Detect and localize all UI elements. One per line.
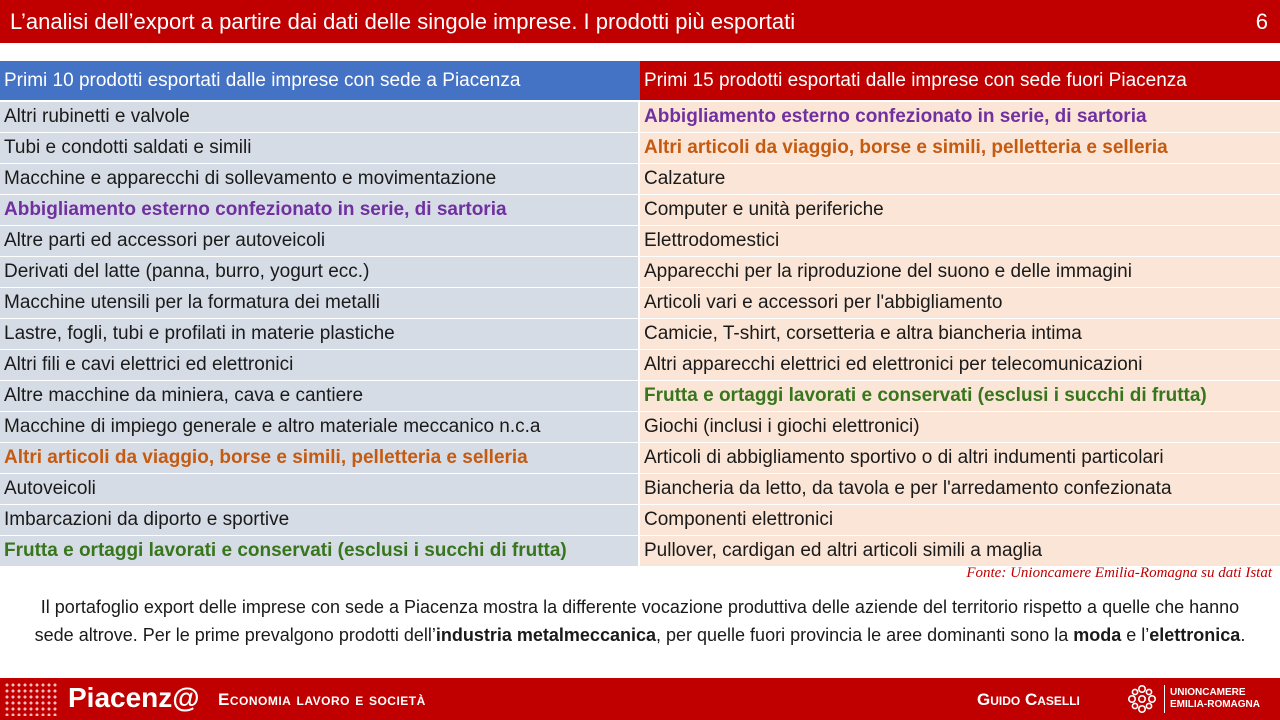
piacenza-row: Altri rubinetti e valvole — [0, 102, 638, 133]
title-bar — [0, 0, 1280, 43]
summary-part2: , per quelle fuori provincia le aree dominanti sono la — [656, 625, 1074, 645]
outside-row: Calzature — [640, 164, 1280, 195]
outside-row: Computer e unità periferiche — [640, 195, 1280, 226]
outside-column-header: Primi 15 prodotti esportati dalle imprese con sede fuori Piacenza — [640, 61, 1280, 100]
dot-pattern-icon — [4, 682, 58, 716]
outside-row: Elettrodomestici — [640, 226, 1280, 257]
summary-part3: e l’ — [1121, 625, 1150, 645]
brand-subtitle: Economia lavoro e società — [218, 690, 426, 709]
piacenza-row: Lastre, fogli, tubi e profilati in materie plastiche — [0, 319, 638, 350]
outside-column — [640, 61, 1280, 569]
source-note: Fonte: Unioncamere Emilia-Romagna su dati Istat — [966, 565, 1272, 581]
piacenza-row: Macchine di impiego generale e altro materiale meccanico n.c.a — [0, 412, 638, 443]
outside-row: Altri articoli da viaggio, borse e simili, pelletteria e selleria — [640, 133, 1280, 164]
summary-bold-moda: moda — [1073, 625, 1122, 645]
logo-line1: UNIONCAMERE — [1170, 687, 1246, 698]
summary-part4: . — [1240, 625, 1246, 645]
piacenza-row: Altre macchine da miniera, cava e cantiere — [0, 381, 638, 412]
outside-row: Componenti elettronici — [640, 505, 1280, 536]
products-table — [0, 61, 1280, 569]
outside-rows — [640, 102, 1280, 567]
summary-bold-elettronica: elettronica — [1149, 625, 1241, 645]
summary-part1: Il portafoglio export delle imprese con sede a Piacenza mostra la differente vocazione produttiva delle aziende del territorio rispetto a quelle che hanno sede altrove. Per le prime prevalgono prodotti dell’ — [34, 597, 1240, 645]
piacenza-column-header: Primi 10 prodotti esportati dalle imprese con sede a Piacenza — [0, 61, 640, 100]
unioncamere-logo-icon — [1126, 683, 1158, 715]
outside-row: Giochi (inclusi i giochi elettronici) — [640, 412, 1280, 443]
outside-row: Pullover, cardigan ed altri articoli simili a maglia — [640, 536, 1280, 567]
piacenza-row: Derivati del latte (panna, burro, yogurt ecc.) — [0, 257, 638, 288]
piacenza-row: Frutta e ortaggi lavorati e conservati (esclusi i succhi di frutta) — [0, 536, 638, 567]
logo-divider — [1164, 685, 1165, 713]
piacenza-column — [0, 61, 640, 569]
brand-logo: Piacenz@ — [68, 682, 200, 713]
unioncamere-logo-text — [1170, 687, 1260, 711]
footer-bar — [0, 678, 1280, 720]
piacenza-row: Altre parti ed accessori per autoveicoli — [0, 226, 638, 257]
piacenza-row: Altri articoli da viaggio, borse e simili, pelletteria e selleria — [0, 443, 638, 474]
piacenza-row: Tubi e condotti saldati e simili — [0, 133, 638, 164]
logo-line2: EMILIA-ROMAGNA — [1170, 699, 1260, 710]
outside-row: Biancheria da letto, da tavola e per l'arredamento confezionata — [640, 474, 1280, 505]
piacenza-row: Macchine e apparecchi di sollevamento e movimentazione — [0, 164, 638, 195]
piacenza-row: Imbarcazioni da diporto e sportive — [0, 505, 638, 536]
outside-row: Articoli di abbigliamento sportivo o di altri indumenti particolari — [640, 443, 1280, 474]
outside-row: Camicie, T-shirt, corsetteria e altra biancheria intima — [640, 319, 1280, 350]
summary-bold-metalmeccanica: industria metalmeccanica — [435, 625, 656, 645]
slide-title: L’analisi dell’export a partire dai dati delle singole imprese. I prodotti più esportati — [10, 9, 796, 34]
page-number: 6 — [1255, 9, 1268, 34]
piacenza-row: Autoveicoli — [0, 474, 638, 505]
piacenza-row: Abbigliamento esterno confezionato in serie, di sartoria — [0, 195, 638, 226]
outside-row: Frutta e ortaggi lavorati e conservati (esclusi i succhi di frutta) — [640, 381, 1280, 412]
outside-row: Abbigliamento esterno confezionato in serie, di sartoria — [640, 102, 1280, 133]
outside-row: Articoli vari e accessori per l'abbigliamento — [640, 288, 1280, 319]
outside-row: Apparecchi per la riproduzione del suono e delle immagini — [640, 257, 1280, 288]
piacenza-row: Altri fili e cavi elettrici ed elettronici — [0, 350, 638, 381]
author-name: Guido Caselli — [977, 690, 1080, 709]
piacenza-rows — [0, 102, 640, 567]
summary-text — [20, 593, 1260, 649]
piacenza-row: Macchine utensili per la formatura dei metalli — [0, 288, 638, 319]
outside-row: Altri apparecchi elettrici ed elettronici per telecomunicazioni — [640, 350, 1280, 381]
